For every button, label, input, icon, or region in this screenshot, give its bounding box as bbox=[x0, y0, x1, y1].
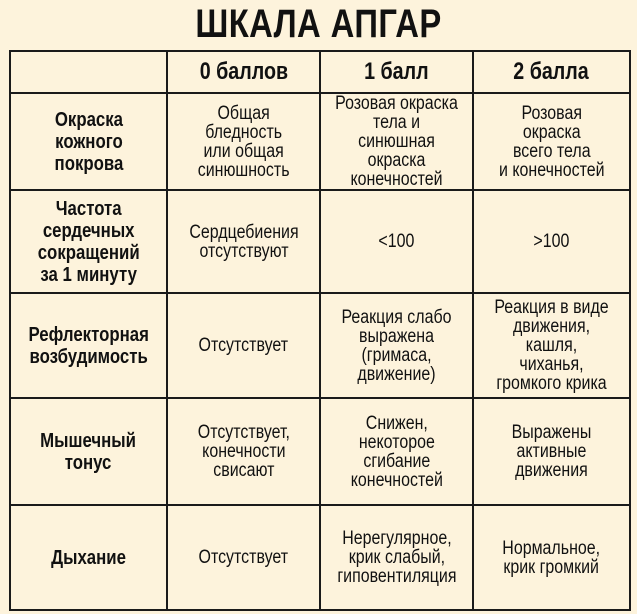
header-2-points: 2 балла bbox=[473, 51, 630, 93]
cell-1-point: Розовая окраска тела и синюшная окраска конечностей bbox=[320, 93, 473, 190]
table-row-reflex bbox=[10, 293, 630, 398]
cell-0-points: Отсутствует, конечности свисают bbox=[167, 398, 320, 505]
cell-0-points: Сердцебиения отсутствуют bbox=[167, 190, 320, 293]
cell-2-points: Нормальное, крик громкий bbox=[473, 505, 630, 610]
header-1-point: 1 балл bbox=[320, 51, 473, 93]
cell-0-points: Отсутствует bbox=[167, 293, 320, 398]
header-corner bbox=[10, 51, 167, 93]
table-row-muscle-tone bbox=[10, 398, 630, 505]
row-label: Дыхание bbox=[10, 505, 167, 610]
apgar-table bbox=[9, 50, 631, 611]
row-label: Частота сердечных сокращений за 1 минуту bbox=[10, 190, 167, 293]
row-label: Окраска кожного покрова bbox=[10, 93, 167, 190]
cell-0-points: Общая бледность или общая синюшность bbox=[167, 93, 320, 190]
cell-1-point: Снижен, некоторое сгибание конечностей bbox=[320, 398, 473, 505]
row-label: Рефлекторная возбудимость bbox=[10, 293, 167, 398]
cell-2-points: Розовая окраска всего тела и конечностей bbox=[473, 93, 630, 190]
cell-2-points: Реакция в виде движения, кашля, чиханья, громкого крика bbox=[473, 293, 630, 398]
table-row-heart-rate bbox=[10, 190, 630, 293]
cell-1-point: <100 bbox=[320, 190, 473, 293]
table-row-breathing bbox=[10, 505, 630, 610]
cell-2-points: Выражены активные движения bbox=[473, 398, 630, 505]
header-0-points: 0 баллов bbox=[167, 51, 320, 93]
header-row bbox=[10, 51, 630, 93]
cell-0-points: Отсутствует bbox=[167, 505, 320, 610]
table-row-skin-color bbox=[10, 93, 630, 190]
cell-1-point: Нерегулярное, крик слабый, гиповентиляция bbox=[320, 505, 473, 610]
cell-1-point: Реакция слабо выражена (гримаса, движение) bbox=[320, 293, 473, 398]
row-label: Мышечный тонус bbox=[10, 398, 167, 505]
cell-2-points: >100 bbox=[473, 190, 630, 293]
page-title: ШКАЛА АПГАР bbox=[195, 2, 442, 46]
